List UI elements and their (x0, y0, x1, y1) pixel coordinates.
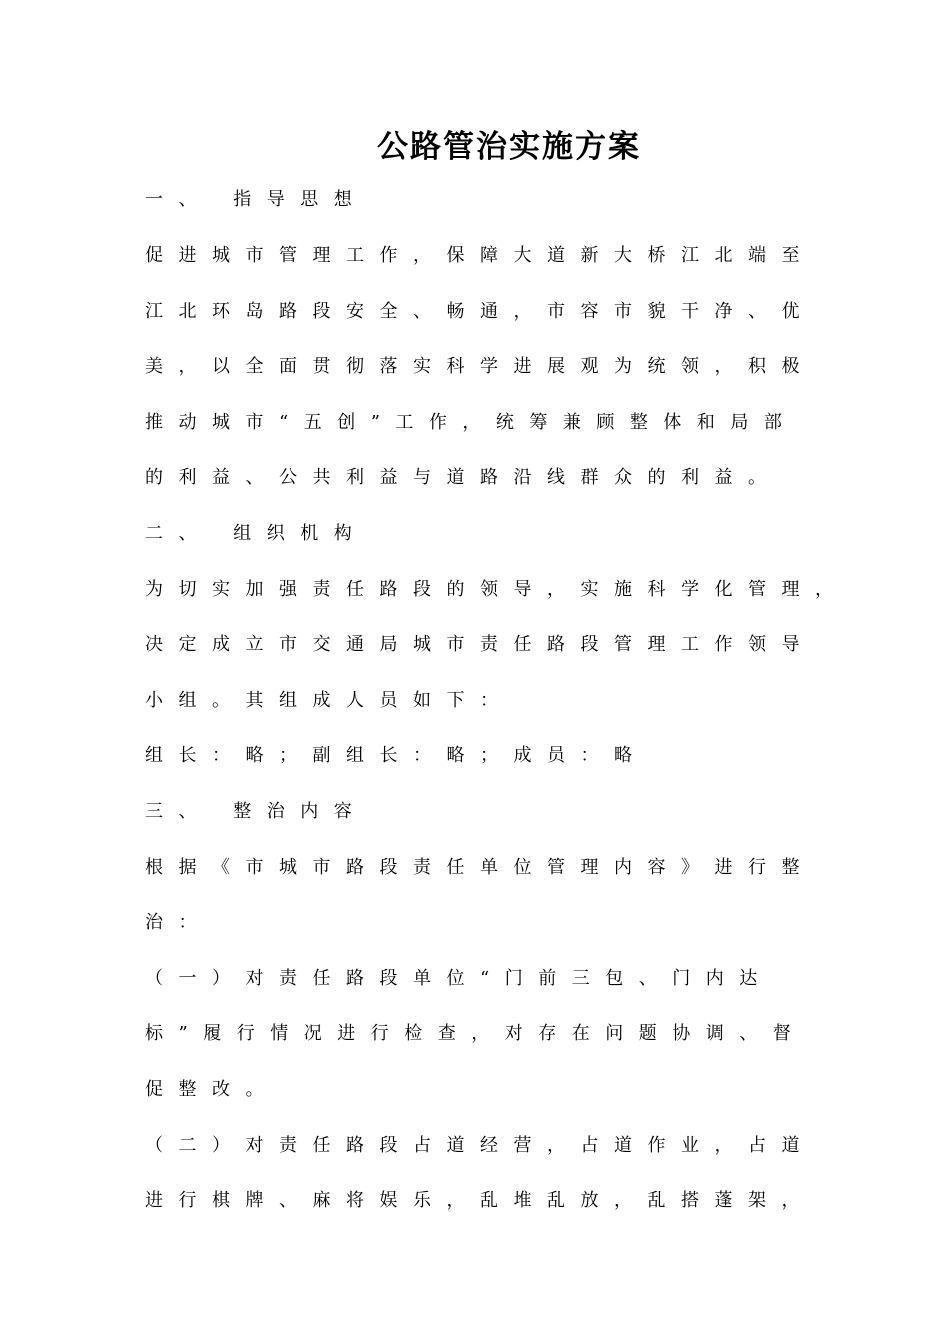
paragraph-line: 为切实加强责任路段的领导，实施科学化管理， (145, 579, 849, 600)
paragraph-line: （二）对责任路段占道经营，占道作业，占道 (145, 1135, 815, 1156)
paragraph-line: 江北环岛路段安全、畅通，市容市貌干净、优 (145, 301, 815, 322)
paragraph-line: 治： (145, 912, 212, 933)
paragraph-line: （一）对责任路段单位“门前三包、门内达 (145, 968, 773, 989)
section-heading-rectification: 三、 整治内容 (145, 801, 368, 822)
paragraph-line: 组长：略；副组长：略；成员：略 (145, 745, 648, 766)
paragraph-line: 根据《市城市路段责任单位管理内容》进行整 (145, 857, 815, 878)
paragraph-line: 美，以全面贯彻落实科学进展观为统领，积极 (145, 356, 815, 377)
section-heading-organization: 二、 组织机构 (145, 523, 368, 544)
paragraph-line: 决定成立市交通局城市责任路段管理工作领导 (145, 634, 815, 655)
paragraph-line: 进行棋牌、麻将娱乐，乱堆乱放，乱搭蓬架， (145, 1190, 815, 1211)
paragraph-line: 促进城市管理工作，保障大道新大桥江北端至 (145, 245, 815, 266)
document-title: 公路管治实施方案 (377, 129, 641, 165)
paragraph-line: 促整改。 (145, 1079, 279, 1100)
paragraph-line: 小组。其组成人员如下： (145, 690, 514, 711)
section-heading-guiding-ideology: 一、 指导思想 (145, 189, 368, 210)
paragraph-line: 的利益、公共利益与道路沿线群众的利益。 (145, 467, 782, 488)
paragraph-line: 推动城市“五创”工作，统筹兼顾整体和局部 (145, 412, 798, 433)
paragraph-line: 标”履行情况进行检查，对存在问题协调、督 (145, 1023, 807, 1044)
